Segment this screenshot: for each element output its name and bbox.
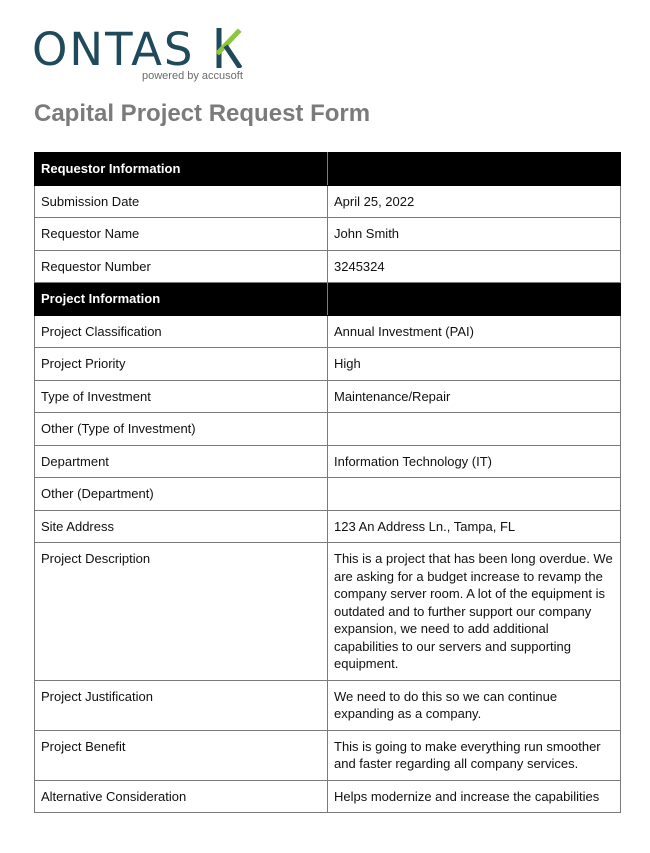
logo-check-icon	[216, 28, 242, 68]
field-label: Other (Department)	[35, 478, 328, 511]
field-label: Department	[35, 445, 328, 478]
field-value: High	[328, 348, 621, 381]
table-row	[35, 218, 621, 251]
field-value: This is a project that has been long overdue. We are asking for a budget increase to revamp the company server room. A lot of the equipment is outdated and to further support our company expansion, we need to add additional capabilities to our servers and supporting equipment.	[328, 543, 621, 681]
field-label: Project Benefit	[35, 730, 328, 780]
section-title: Requestor Information	[35, 153, 328, 186]
field-value: 123 An Address Ln., Tampa, FL	[328, 510, 621, 543]
field-label: Site Address	[35, 510, 328, 543]
logo-tagline: powered by accusoft	[142, 70, 243, 82]
form-title: Capital Project Request Form	[34, 100, 371, 127]
logo-wordmark: ONTAS	[32, 23, 195, 76]
table-row	[35, 510, 621, 543]
field-label: Alternative Consideration	[35, 780, 328, 813]
field-value: Maintenance/Repair	[328, 380, 621, 413]
section-header-requestor	[35, 153, 621, 186]
field-value	[328, 478, 621, 511]
table-row	[35, 730, 621, 780]
field-label: Other (Type of Investment)	[35, 413, 328, 446]
field-label: Type of Investment	[35, 380, 328, 413]
field-value: Information Technology (IT)	[328, 445, 621, 478]
table-row	[35, 478, 621, 511]
section-header-blank	[328, 153, 621, 186]
request-form-table	[34, 152, 621, 813]
field-label: Project Classification	[35, 315, 328, 348]
table-row	[35, 315, 621, 348]
field-label: Project Description	[35, 543, 328, 681]
table-row	[35, 185, 621, 218]
field-label: Project Justification	[35, 680, 328, 730]
field-label: Requestor Name	[35, 218, 328, 251]
field-label: Project Priority	[35, 348, 328, 381]
field-value	[328, 413, 621, 446]
section-title: Project Information	[35, 283, 328, 316]
table-row	[35, 780, 621, 813]
field-value: John Smith	[328, 218, 621, 251]
field-value: We need to do this so we can continue expanding as a company.	[328, 680, 621, 730]
field-value: This is going to make everything run smoother and faster regarding all company services.	[328, 730, 621, 780]
table-row	[35, 445, 621, 478]
field-label: Requestor Number	[35, 250, 328, 283]
field-label: Submission Date	[35, 185, 328, 218]
table-row	[35, 348, 621, 381]
field-value: Helps modernize and increase the capabilities	[328, 780, 621, 813]
section-header-project	[35, 283, 621, 316]
ontask-logo	[32, 24, 252, 86]
field-value: Annual Investment (PAI)	[328, 315, 621, 348]
table-row	[35, 250, 621, 283]
table-row	[35, 680, 621, 730]
field-value: 3245324	[328, 250, 621, 283]
table-row	[35, 543, 621, 681]
table-row	[35, 380, 621, 413]
field-value: April 25, 2022	[328, 185, 621, 218]
table-row	[35, 413, 621, 446]
section-header-blank	[328, 283, 621, 316]
